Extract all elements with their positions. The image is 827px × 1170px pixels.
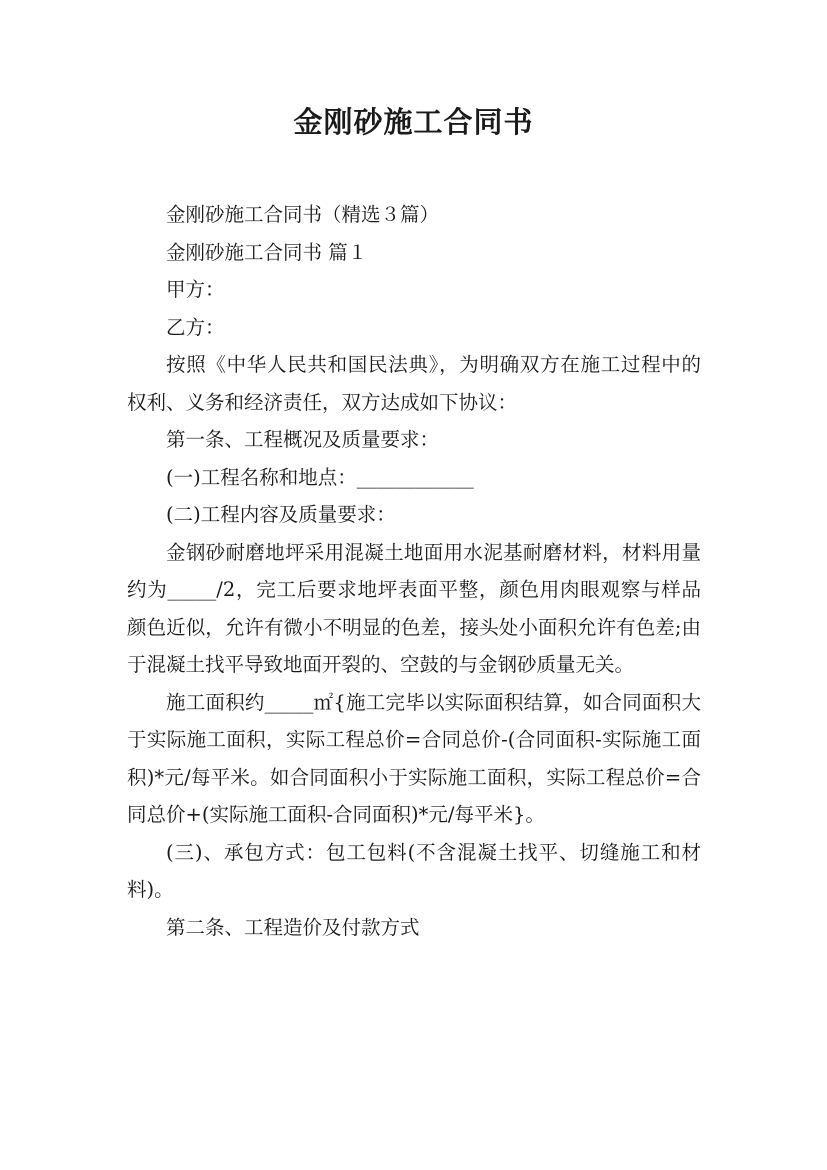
contracting-method-paragraph: (三)、承包方式：包工包料(不含混凝土找平、切缝施工和材料)。 [127,840,701,901]
article-2-heading: 第二条、工程造价及付款方式 [166,915,420,939]
project-content-heading: (二)工程内容及质量要求： [166,503,396,526]
project-name-location: (一)工程名称和地点：____________ [166,465,474,489]
material-requirements-paragraph: 金钢砂耐磨地坪采用混凝土地面用水泥基耐磨材料，材料用量约为_____/2，完工后要求地坪表面平整，颜色用肉眼观察与样品颜色近似，允许有微小不明显的色差，接头处小面积允许有色差;由于混凝土找平导致地面开裂的、空鼓的与金钢砂质量无关。 [127,540,701,676]
party-b-line: 乙方： [166,315,225,339]
section-heading-part-1: 金刚砂施工合同书 篇１ [166,240,368,264]
document-title: 金刚砂施工合同书 [293,105,534,139]
document-body [127,196,701,946]
subtitle-paragraph: 金刚砂施工合同书（精选３篇） [166,203,440,226]
article-1-heading: 第一条、工程概况及质量要求： [166,428,440,451]
party-a-line: 甲方： [166,278,225,301]
preamble-paragraph: 按照《中华人民共和国民法典》，为明确双方在施工过程中的权利、义务和经济责任，双方达成如下协议： [127,353,701,414]
construction-area-paragraph: 施工面积约_____㎡{施工完毕以实际面积结算，如合同面积大于实际施工面积，实际工程总价=合同总价-(合同面积-实际施工面积)*元/每平米。如合同面积小于实际施工面积，实际工程总价=合同总价+(实际施工面积-合同面积)*元/每平米}。 [127,690,701,826]
